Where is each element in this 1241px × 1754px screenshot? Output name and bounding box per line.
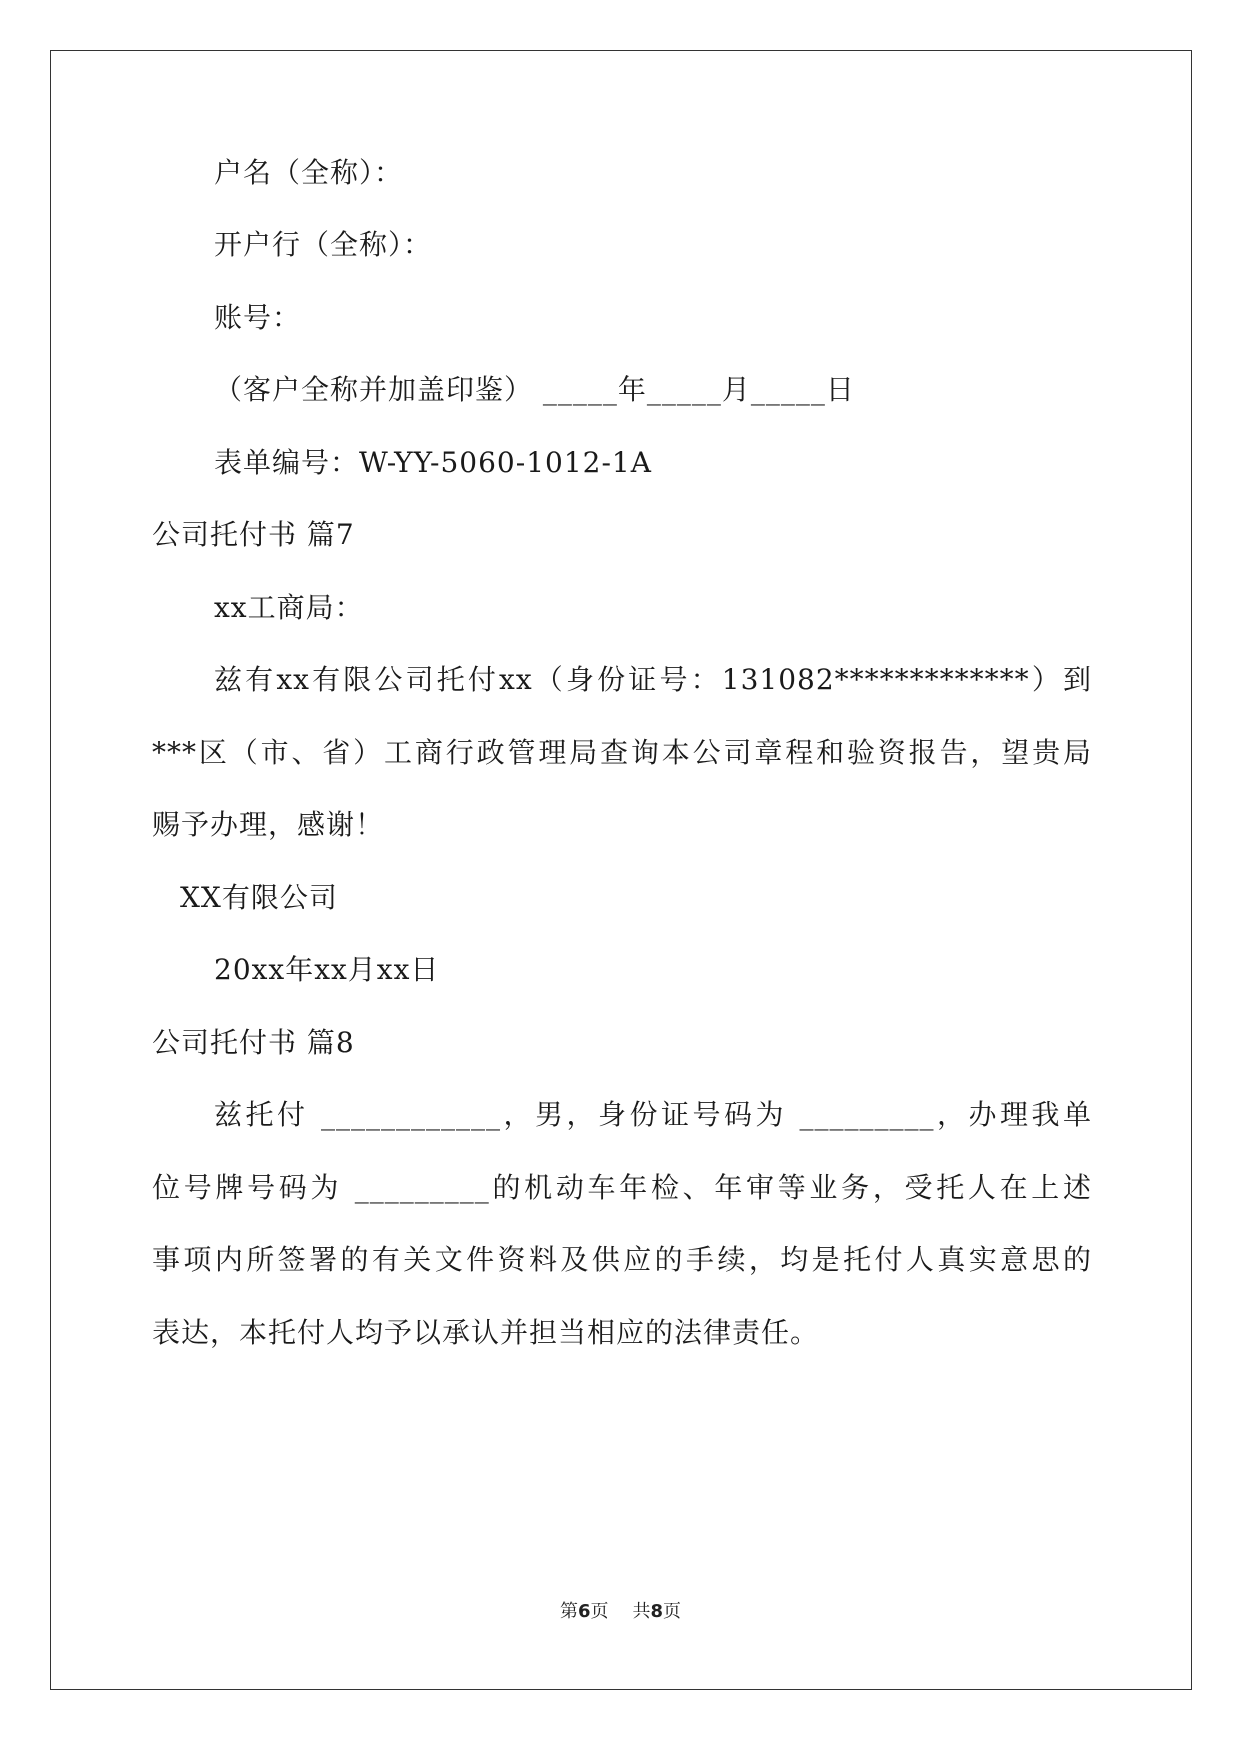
body-paragraph-line: 表达，本托付人均予以承认并担当相应的法律责任。	[152, 1316, 820, 1349]
current-page-number: 6	[577, 1601, 591, 1622]
body-paragraph-line: 事项内所签署的有关文件资料及供应的手续，均是托付人真实意思的	[152, 1243, 1092, 1276]
footer-prefix: 第	[559, 1601, 578, 1622]
bank-name-line: 开户行（全称）：	[214, 228, 433, 261]
body-paragraph-line: 兹托付 ____________，男，身份证号码为 _________，办理我单	[214, 1098, 1092, 1131]
body-paragraph-line: 赐予办理，感谢！	[152, 808, 385, 841]
addressee-line: xx工商局：	[214, 591, 364, 624]
total-page-number: 8	[650, 1601, 664, 1622]
date-line: 20xx年xx月xx日	[214, 953, 440, 986]
footer-total-prefix: 共	[632, 1601, 651, 1622]
page-frame	[50, 50, 1192, 1690]
account-number-line: 账号：	[214, 301, 302, 334]
footer-page-suffix: 页	[590, 1601, 609, 1622]
footer-total-suffix: 页	[663, 1601, 682, 1622]
body-paragraph-line: 位号牌号码为 _________的机动车年检、年审等业务，受托人在上述	[152, 1171, 1092, 1204]
account-name-line: 户名（全称）：	[214, 156, 404, 189]
company-signature-line: XX有限公司	[180, 881, 338, 914]
section-heading-7: 公司托付书 篇7	[152, 518, 355, 551]
form-number-line: 表单编号：W-YY-5060-1012-1A	[214, 446, 652, 479]
section-heading-8: 公司托付书 篇8	[152, 1026, 355, 1059]
page-footer	[0, 1600, 1241, 1624]
body-paragraph-line: ***区（市、省）工商行政管理局查询本公司章程和验资报告，望贵局	[152, 736, 1092, 769]
seal-date-line: （客户全称并加盖印鉴） _____年_____月_____日	[214, 373, 855, 406]
body-paragraph-line: 兹有xx有限公司托付xx（身份证号：131082*************）到	[214, 663, 1092, 696]
